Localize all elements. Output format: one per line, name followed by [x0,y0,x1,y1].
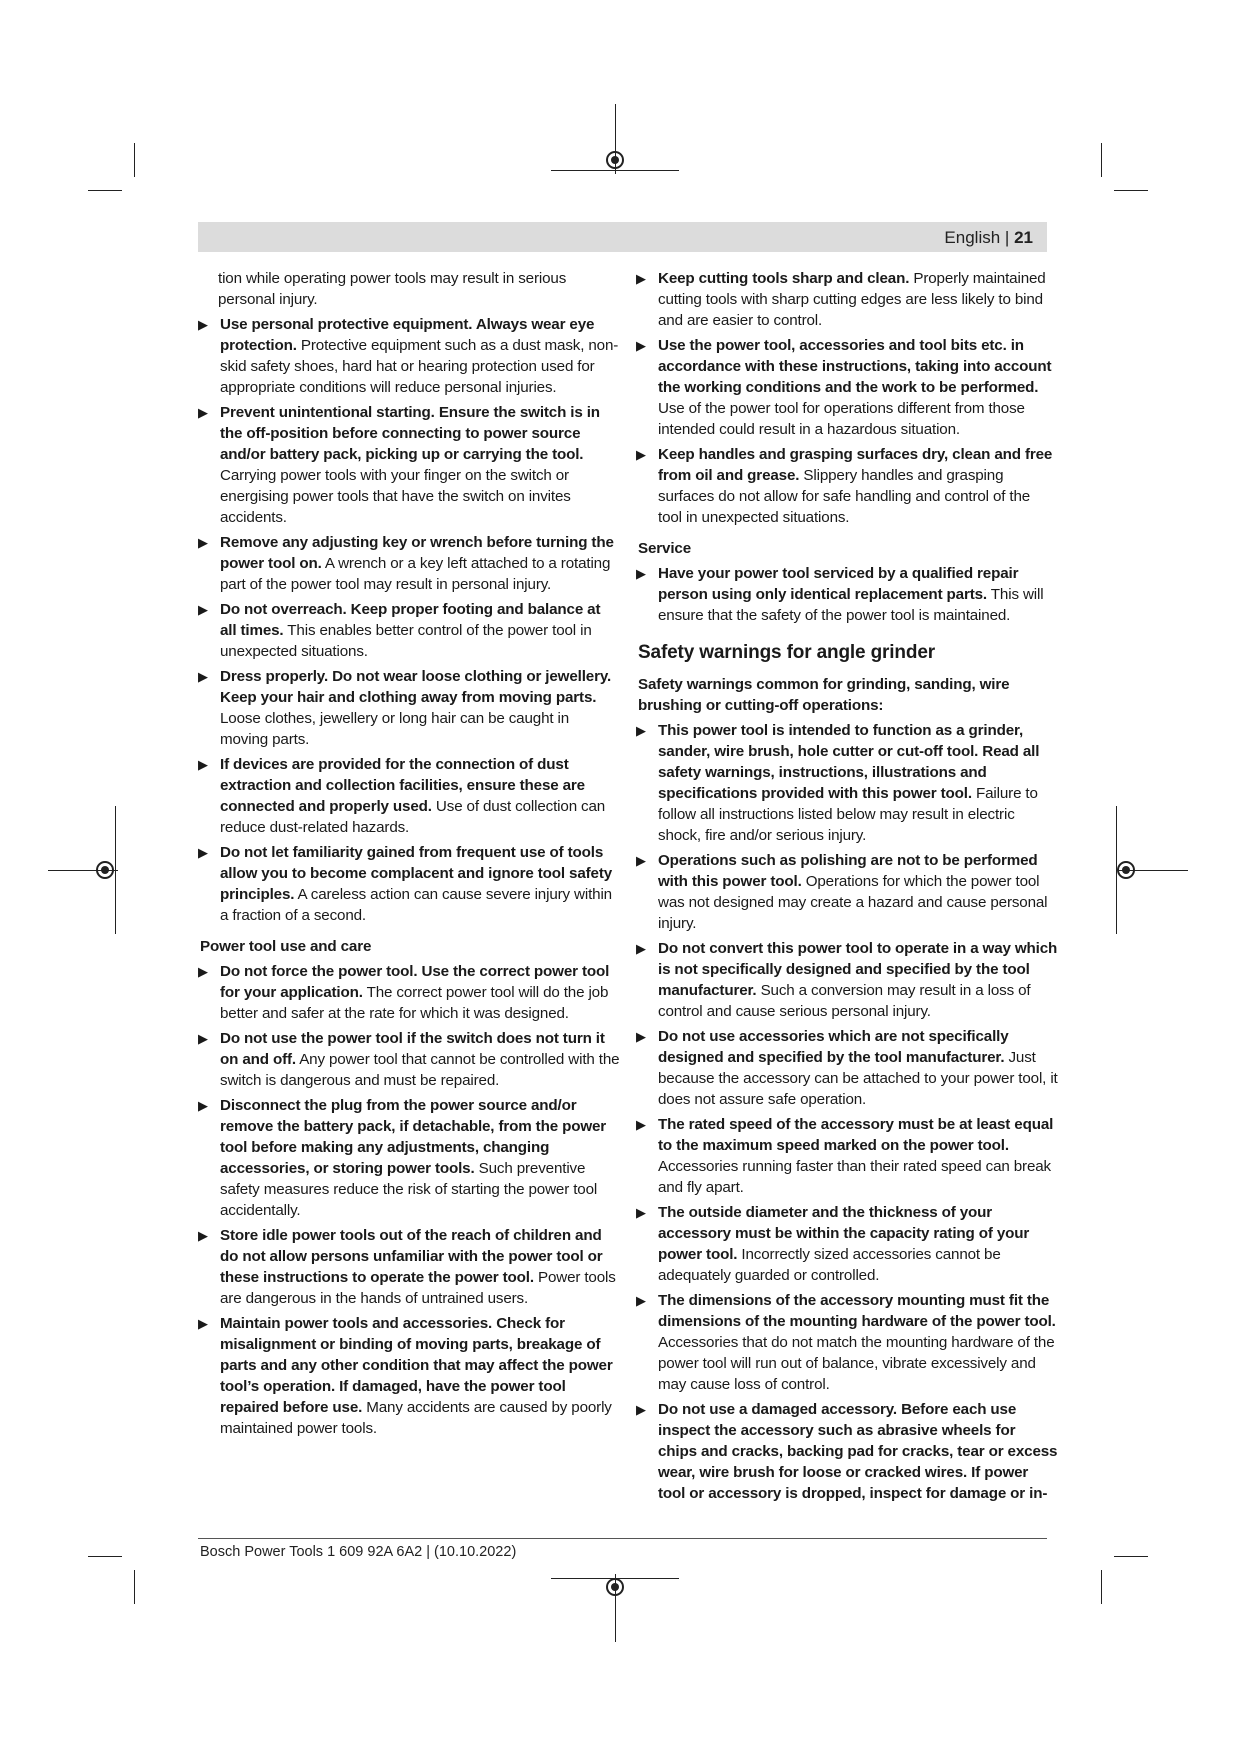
warning-bold-text: Maintain power tools and accessories. Check for misalignment or binding of moving parts, breakage of parts and any other condition that may affect the power tool’s operation. If damaged, have the power tool repaired before use. [220,1315,613,1416]
warning-bold-text: Use the power tool, accessories and tool bits etc. in accordance with these instructions, taking into account the working conditions and the work to be performed. [658,337,1052,396]
page-number: 21 [1014,228,1033,247]
warning-item [200,402,620,528]
crop-mark [88,1556,122,1557]
crop-mark [1101,143,1102,177]
warning-item [200,532,620,595]
registration-target-icon [606,1578,624,1596]
registration-target-icon [606,151,624,169]
warning-explanation: Loose clothes, jewellery or long hair can be caught in moving parts. [220,710,570,748]
bullet-arrow-icon: ▶ [198,535,208,550]
warning-bold-text: Operations such as polishing are not to be performed with this power tool. [658,852,1038,890]
section-title-power-tool-use: Power tool use and care [200,938,372,955]
warning-bold-text: The dimensions of the accessory mounting must fit the dimensions of the mounting hardware of the power tool. [658,1292,1056,1330]
crop-mark [1101,1570,1102,1604]
warning-item [200,599,620,662]
bullet-arrow-icon: ▶ [198,1316,208,1331]
warning-item [638,268,1058,331]
bullet-arrow-icon: ▶ [636,447,646,462]
warning-item [638,1399,1058,1504]
warning-item [200,314,620,398]
section-title-service: Service [638,540,691,557]
warning-explanation: Such a conversion may result in a loss of control and cause serious personal injury. [658,982,1031,1020]
warning-bold-text: Dress properly. Do not wear loose clothing or jewellery. Keep your hair and clothing away from moving parts. [220,668,612,706]
crop-mark [134,143,135,177]
crop-mark [134,1570,135,1604]
warning-bold-text: Do not use a damaged accessory. Before each use inspect the accessory such as abrasive wheels for chips and cracks, backing pad for cracks, tear or excess wear, wire brush for loose or cracked wires. If power tool or accessory is dropped, inspect for damage or in- [658,1401,1058,1502]
crop-mark [1114,190,1148,191]
warning-bold-text: Disconnect the plug from the power source and/or remove the battery pack, if detachable, from the power tool before making any adjustments, changing accessories, or storing power tools. [220,1097,607,1177]
warning-item [200,961,620,1024]
warning-bold-text: Do not force the power tool. Use the correct power tool for your application. [220,963,610,1001]
warning-item [200,842,620,926]
warning-explanation: Use of the power tool for operations different from those intended could result in a hazardous situation. [658,400,1025,438]
header-separator: | [1004,228,1010,247]
warning-explanation: Operations for which the power tool was not designed may create a hazard and cause personal injury. [658,873,1048,932]
bullet-arrow-icon: ▶ [198,845,208,860]
warning-item [638,850,1058,934]
bullet-arrow-icon: ▶ [198,1228,208,1243]
warning-item [638,335,1058,440]
warning-bold-text: If devices are provided for the connection of dust extraction and collection facilities, ensure these are connected and properly used. [220,756,585,815]
warning-explanation: This enables better control of the power tool in unexpected situations. [220,622,592,660]
warning-explanation: Failure to follow all instructions listed below may result in electric shock, fire and/or serious injury. [658,785,1038,844]
heading-angle-grinder: Safety warnings for angle grinder [638,642,935,663]
warning-bold-text: Keep handles and grasping surfaces dry, clean and free from oil and grease. [658,446,1053,484]
bullet-arrow-icon: ▶ [636,723,646,738]
bullet-arrow-icon: ▶ [636,271,646,286]
warning-bold-text: Do not overreach. Keep proper footing and balance at all times. [220,601,601,639]
warning-explanation: Carrying power tools with your finger on the switch or energising power tools that have the switch on invites accidents. [220,467,571,526]
footer-rule [198,1538,1047,1539]
warning-bold-text: Keep cutting tools sharp and clean. [658,270,910,287]
warning-explanation: Use of dust collection can reduce dust-related hazards. [220,798,606,836]
warning-explanation: Properly maintained cutting tools with sharp cutting edges are less likely to bind and are easier to control. [658,270,1046,329]
warning-explanation: Incorrectly sized accessories cannot be adequately guarded or controlled. [658,1246,1001,1284]
warning-bold-text: Do not use the power tool if the switch does not turn it on and off. [220,1030,605,1068]
warning-item [638,1114,1058,1198]
warning-bold-text: The rated speed of the accessory must be at least equal to the maximum speed marked on the power tool. [658,1116,1054,1154]
warning-explanation: This will ensure that the safety of the power tool is maintained. [658,586,1044,624]
registration-target-icon [96,861,114,879]
warning-item [638,444,1058,528]
warning-item [200,1225,620,1309]
warning-item [200,666,620,750]
subheading-common-warnings: Safety warnings common for grinding, sanding, wire brushing or cutting-off operations: [638,676,1010,714]
warning-bold-text: Store idle power tools out of the reach of children and do not allow persons unfamiliar with the power tool or these instructions to operate the power tool. [220,1227,603,1286]
warning-bold-text: Prevent unintentional starting. Ensure the switch is in the off-position before connecting to power source and/or battery pack, picking up or carrying the tool. [220,404,600,463]
bullet-arrow-icon: ▶ [636,1402,646,1417]
warning-item [638,1202,1058,1286]
registration-line [115,806,116,934]
warning-explanation: Any power tool that cannot be controlled with the switch is dangerous and must be repaired. [220,1051,620,1089]
left-column [200,268,620,1443]
warning-item [638,720,1058,846]
header-language: English [944,228,1001,247]
page-footer: Bosch Power Tools 1 609 92A 6A2 | (10.10.2022) [200,1544,517,1560]
bullet-arrow-icon: ▶ [636,941,646,956]
warning-bold-text: Do not convert this power tool to operate in a way which is not specifically designed and specified by the tool manufacturer. [658,940,1058,999]
warning-explanation: Many accidents are caused by poorly maintained power tools. [220,1399,612,1437]
right-column [638,268,1058,1508]
bullet-arrow-icon: ▶ [198,964,208,979]
warning-explanation: Power tools are dangerous in the hands of untrained users. [220,1269,616,1307]
warning-explanation: Accessories that do not match the mounting hardware of the power tool will run out of balance, vibrate excessively and may cause loss of control. [658,1334,1055,1393]
bullet-arrow-icon: ▶ [636,1117,646,1132]
crop-mark [88,190,122,191]
warning-explanation: Just because the accessory can be attached to your power tool, it does not assure safe operation. [658,1049,1058,1108]
warning-item [638,563,1058,626]
warning-explanation: Such preventive safety measures reduce the risk of starting the power tool accidentally. [220,1160,598,1219]
warning-item [200,1095,620,1221]
warning-item [200,754,620,838]
warning-explanation: Protective equipment such as a dust mask, non-skid safety shoes, hard hat or hearing protection used for appropriate conditions will reduce personal injuries. [220,337,619,396]
warning-bold-text: Do not use accessories which are not specifically designed and specified by the tool manufacturer. [658,1028,1009,1066]
bullet-arrow-icon: ▶ [198,602,208,617]
warning-bold-text: Have your power tool serviced by a qualified repair person using only identical replacement parts. [658,565,1019,603]
bullet-arrow-icon: ▶ [198,317,208,332]
page-header [198,222,1047,252]
warning-bold-text: Remove any adjusting key or wrench before turning the power tool on. [220,534,614,572]
registration-target-icon [1117,861,1135,879]
bullet-arrow-icon: ▶ [636,1029,646,1044]
warning-explanation: Accessories running faster than their rated speed can break and fly apart. [658,1158,1052,1196]
bullet-arrow-icon: ▶ [198,405,208,420]
warning-explanation: A wrench or a key left attached to a rotating part of the power tool may result in personal injury. [220,555,611,593]
warning-item [638,1290,1058,1395]
bullet-arrow-icon: ▶ [636,338,646,353]
warning-item [638,938,1058,1022]
warning-explanation: A careless action can cause severe injury within a fraction of a second. [220,886,612,924]
warning-item [638,1026,1058,1110]
header-label [944,228,1033,248]
warning-bold-text: Use personal protective equipment. Always wear eye protection. [220,316,595,354]
bullet-arrow-icon: ▶ [198,1098,208,1113]
warning-bold-text: The outside diameter and the thickness of your accessory must be within the capacity rating of your power tool. [658,1204,1030,1263]
bullet-arrow-icon: ▶ [636,566,646,581]
bullet-arrow-icon: ▶ [636,853,646,868]
warning-item [200,1313,620,1439]
warning-explanation: The correct power tool will do the job better and safer at the rate for which it was designed. [220,984,609,1022]
bullet-arrow-icon: ▶ [198,757,208,772]
bullet-arrow-icon: ▶ [636,1205,646,1220]
continued-text: tion while operating power tools may result in serious personal injury. [218,270,567,308]
bullet-arrow-icon: ▶ [636,1293,646,1308]
warning-explanation: Slippery handles and grasping surfaces do not allow for safe handling and control of the tool in unexpected situations. [658,467,1031,526]
bullet-arrow-icon: ▶ [198,669,208,684]
crop-mark [1114,1556,1148,1557]
bullet-arrow-icon: ▶ [198,1031,208,1046]
warning-item [200,1028,620,1091]
warning-bold-text: This power tool is intended to function as a grinder, sander, wire brush, hole cutter or cut-off tool. Read all safety warnings, instructions, illustrations and specifications provided with this power tool. [658,722,1040,802]
warning-bold-text: Do not let familiarity gained from frequent use of tools allow you to become complacent and ignore tool safety principles. [220,844,613,903]
